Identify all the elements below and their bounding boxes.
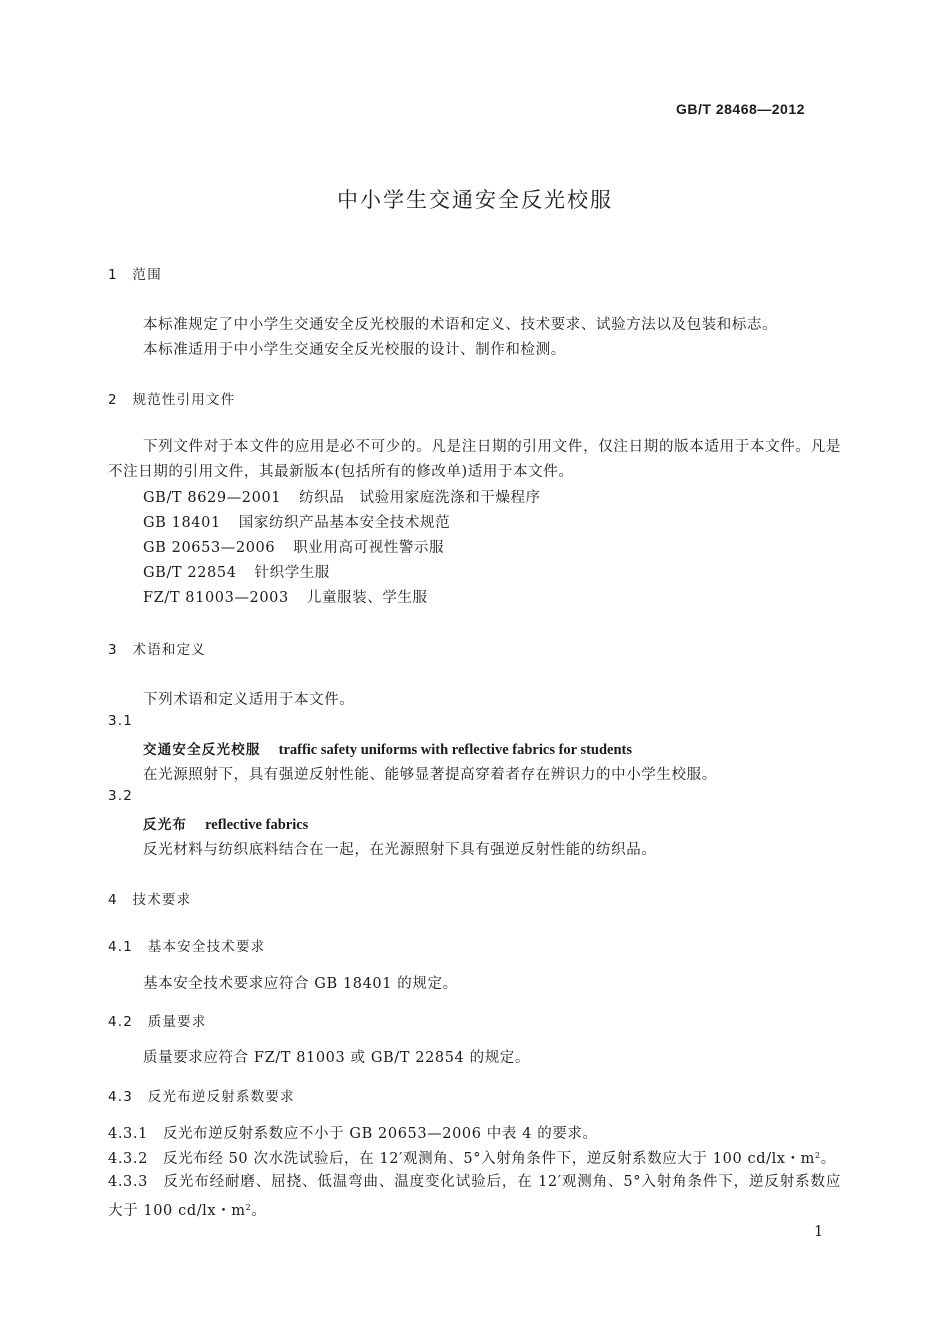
reference-item: [143, 511, 450, 532]
term-en: traffic safety uniforms with reflective fabrics for students: [278, 742, 633, 758]
clause-end: 。: [820, 1151, 836, 1167]
term-definition: 在光源照射下，具有强逆反射性能、能够显著提高穿着者存在辨识力的中小学生校服。: [143, 767, 717, 783]
reference-title: 职业用高可视性警示服: [293, 540, 445, 556]
section-1-paragraph: 本标准规定了中小学生交通安全反光校服的术语和定义、技术要求、试验方法以及包装和标志。: [143, 317, 778, 333]
reference-item: [143, 561, 330, 582]
term-cn: 交通安全反光校服: [143, 742, 261, 758]
section-1-paragraph: 本标准适用于中小学生交通安全反光校服的设计、制作和检测。: [143, 342, 566, 358]
clause-end: 。: [251, 1203, 267, 1219]
term-heading: [143, 813, 308, 834]
clause-4-3-2: [108, 1147, 836, 1168]
clause-4-3-3: [108, 1170, 841, 1224]
section-2-intro: 下列文件对于本文件的应用是必不可少的。凡是注日期的引用文件，仅注日期的版本适用于本文件。凡是不注日期的引用文件，其最新版本(包括所有的修改单)适用于本文件。: [108, 439, 841, 480]
section-1-heading: 1 范围: [108, 267, 162, 283]
reference-code: GB/T 8629—2001: [143, 490, 282, 506]
reference-code: GB/T 22854: [143, 565, 237, 581]
section-2-heading: 2 规范性引用文件: [108, 392, 236, 408]
superscript: 2: [245, 1203, 252, 1212]
clause-text: 4.3.2 反光布经 50 次水洗试验后，在 12′观测角、5°入射角条件下，逆反射系数应大于 100 cd/lx・m: [108, 1151, 816, 1167]
section-3-heading: 3 术语和定义: [108, 642, 206, 658]
clause-text: 4.3.3 反光布经耐磨、屈挠、低温弯曲、温度变化试验后，在 12′观测角、5°入射角条件下，逆反射系数应大于 100 cd/lx・m: [108, 1174, 841, 1219]
term-heading: [143, 738, 632, 759]
reference-title: 儿童服装、学生服: [306, 590, 428, 606]
term-en: reflective fabrics: [205, 817, 309, 833]
term-definition: 反光材料与纺织底料结合在一起，在光源照射下具有强逆反射性能的纺织品。: [143, 842, 657, 858]
term-number: 3.2: [108, 788, 134, 804]
reference-title: 纺织品 试验用家庭洗涤和干燥程序: [299, 490, 541, 506]
term-cn: 反光布: [143, 817, 188, 833]
reference-item: [143, 486, 541, 507]
reference-code: GB 20653—2006: [143, 540, 276, 556]
superscript: 2: [815, 1151, 821, 1160]
subsection-text: 质量要求应符合 FZ/T 81003 或 GB/T 22854 的规定。: [143, 1050, 530, 1066]
subsection-heading: 4.2 质量要求: [108, 1014, 207, 1030]
document-title: 中小学生交通安全反光校服: [337, 188, 613, 212]
reference-code: GB 18401: [143, 515, 221, 531]
section-3-intro: 下列术语和定义适用于本文件。: [143, 692, 355, 708]
reference-title: 针织学生服: [254, 565, 331, 581]
subsection-text: 基本安全技术要求应符合 GB 18401 的规定。: [143, 976, 458, 992]
page-number: 1: [814, 1224, 824, 1240]
clause-4-3-1: 4.3.1 反光布逆反射系数应不小于 GB 20653—2006 中表 4 的要求。: [108, 1126, 598, 1142]
subsection-heading: 4.3 反光布逆反射系数要求: [108, 1089, 295, 1105]
reference-item: [143, 536, 444, 557]
standard-number: GB/T 28468—2012: [676, 101, 805, 117]
section-4-heading: 4 技术要求: [108, 892, 192, 908]
reference-item: [143, 586, 428, 607]
reference-code: FZ/T 81003—2003: [143, 590, 289, 606]
term-number: 3.1: [108, 713, 134, 729]
reference-title: 国家纺织产品基本安全技术规范: [238, 515, 451, 531]
subsection-heading: 4.1 基本安全技术要求: [108, 939, 266, 955]
